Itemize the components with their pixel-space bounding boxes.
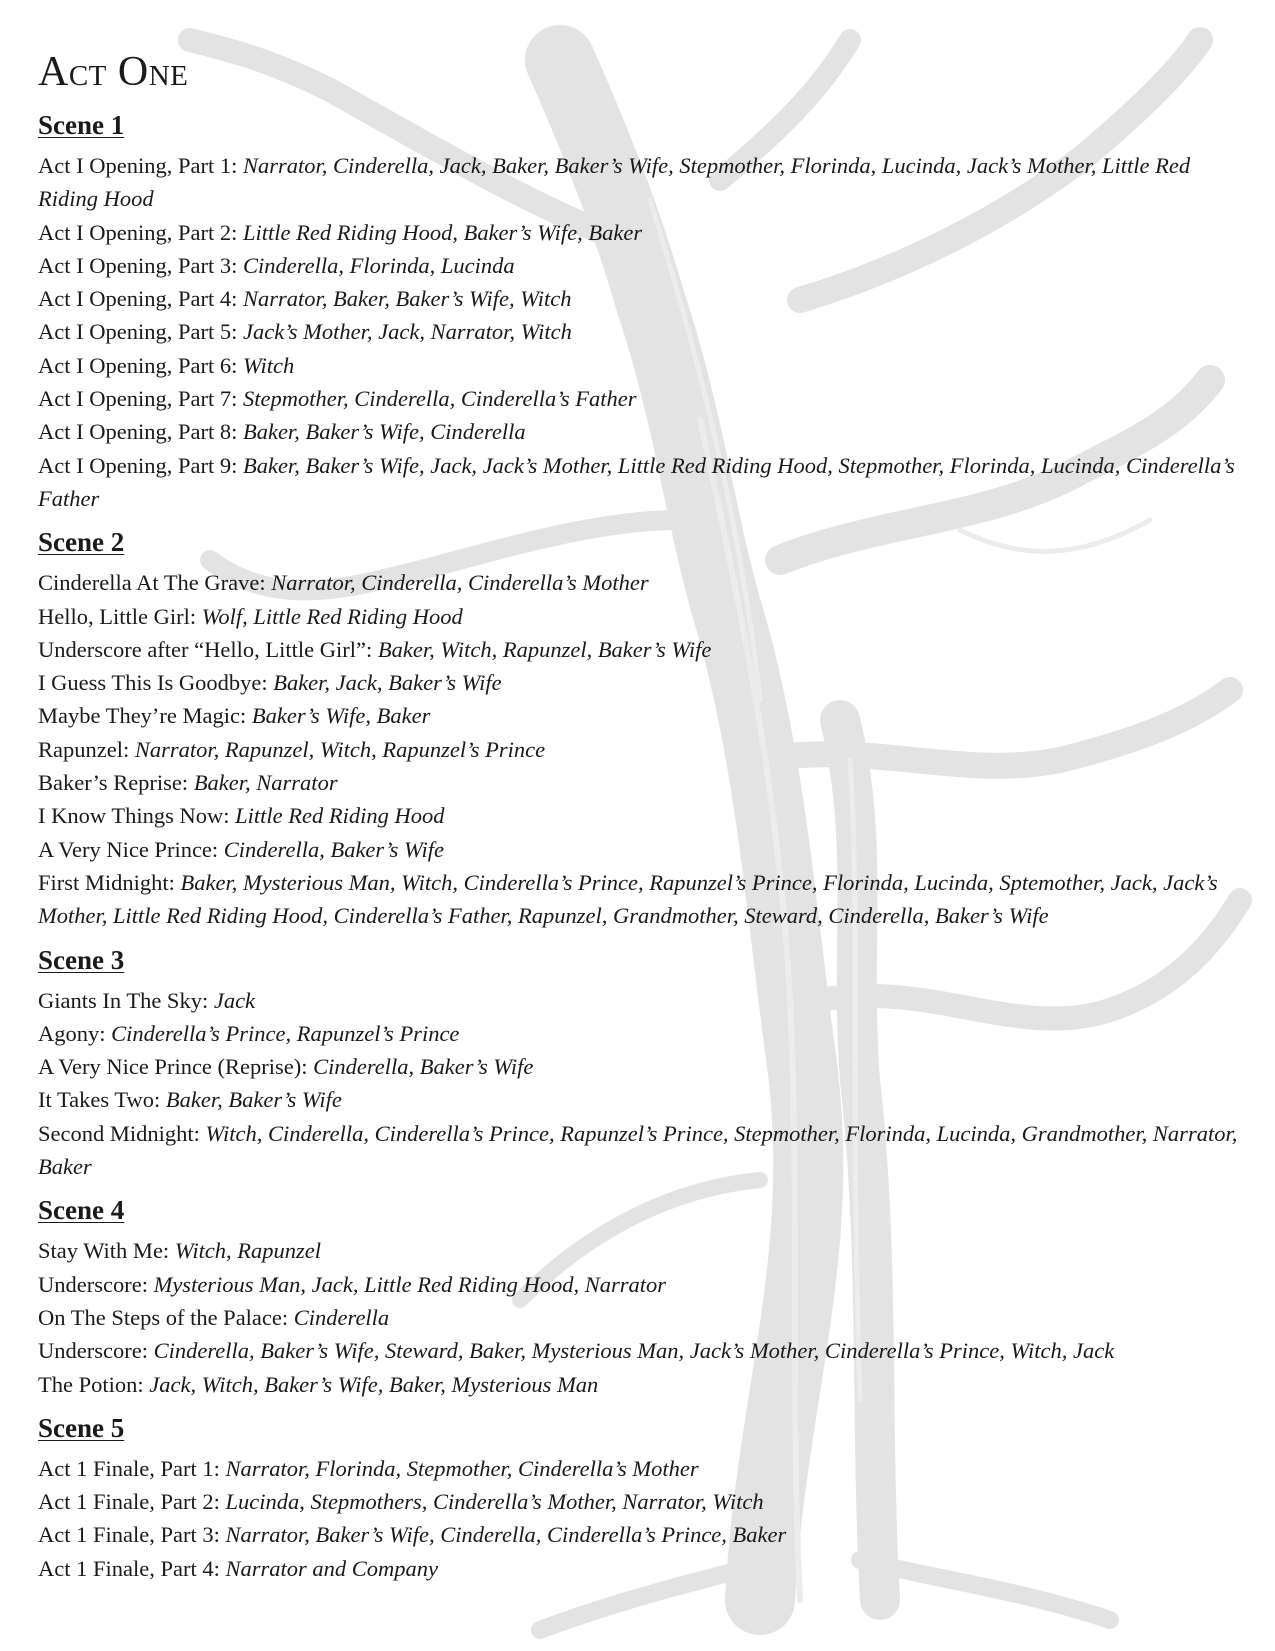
- song-entry: [38, 1268, 1238, 1301]
- scene-title: Scene 5: [38, 1412, 125, 1443]
- song-entry: [38, 1552, 1238, 1585]
- song-cast: Little Red Riding Hood: [235, 803, 445, 829]
- song-title: Rapunzel:: [38, 736, 130, 762]
- song-title: Act I Opening, Part 5:: [38, 319, 238, 345]
- song-list: [38, 1234, 1238, 1400]
- song-entry: [38, 1518, 1238, 1551]
- song-cast: Cinderella, Baker’s Wife: [313, 1054, 534, 1080]
- song-cast: Narrator, Rapunzel, Witch, Rapunzel’s Prince: [134, 736, 546, 762]
- song-cast: Baker, Mysterious Man, Witch, Cinderella’s Prince, Rapunzel’s Prince, Florinda, Lucinda, Sptemother, Jack, Jack’s Mother, Little Red Riding Hood, Cinderella’s Father, Rapunzel, Grandmother, Steward, Cinderella, Baker’s Wife: [38, 869, 1218, 929]
- song-cast: Baker, Jack, Baker’s Wife: [273, 670, 502, 696]
- song-title: I Know Things Now:: [38, 803, 230, 829]
- song-cast: Cinderella, Baker’s Wife, Steward, Baker, Mysterious Man, Jack’s Mother, Cinderella’s Prince, Witch, Jack: [153, 1338, 1115, 1364]
- song-cast: Little Red Riding Hood, Baker’s Wife, Baker: [242, 219, 643, 245]
- song-title: Act 1 Finale, Part 4:: [38, 1555, 220, 1581]
- song-cast: Cinderella, Florinda, Lucinda: [242, 252, 515, 278]
- song-entry: [38, 315, 1238, 348]
- song-title: Act 1 Finale, Part 2:: [38, 1489, 220, 1515]
- song-cast: Cinderella, Baker’s Wife: [223, 836, 444, 862]
- song-cast: Jack’s Mother, Jack, Narrator, Witch: [242, 319, 572, 345]
- scene-section: [38, 1409, 1238, 1585]
- song-cast: Narrator, Baker’s Wife, Cinderella, Cinderella’s Prince, Baker: [225, 1522, 787, 1548]
- song-title: Act I Opening, Part 9:: [38, 452, 238, 478]
- scene-section: [38, 106, 1238, 515]
- song-cast: Witch, Rapunzel: [174, 1238, 322, 1264]
- song-cast: Jack: [213, 987, 256, 1013]
- cast-breakdown-document: [38, 44, 1238, 1593]
- song-entry: [38, 766, 1238, 799]
- song-title: Underscore after “Hello, Little Girl”:: [38, 636, 373, 662]
- song-title: A Very Nice Prince (Reprise):: [38, 1054, 308, 1080]
- song-title: It Takes Two:: [38, 1087, 161, 1113]
- song-cast: Cinderella’s Prince, Rapunzel’s Prince: [111, 1020, 460, 1046]
- scene-title: Scene 2: [38, 527, 125, 558]
- song-title: First Midnight:: [38, 869, 175, 895]
- song-cast: Cinderella: [293, 1304, 390, 1330]
- song-entry: [38, 1301, 1238, 1334]
- song-entry: [38, 666, 1238, 699]
- song-title: The Potion:: [38, 1371, 144, 1397]
- song-entry: [38, 600, 1238, 633]
- scene-title: Scene 4: [38, 1195, 125, 1226]
- song-entry: [38, 1485, 1238, 1518]
- song-entry: [38, 282, 1238, 315]
- song-entry: [38, 1368, 1238, 1401]
- scene-section: [38, 941, 1238, 1184]
- song-title: Stay With Me:: [38, 1238, 170, 1264]
- song-entry: [38, 633, 1238, 666]
- song-cast: Witch, Cinderella, Cinderella’s Prince, Rapunzel’s Prince, Stepmother, Florinda, Lucinda, Grandmother, Narrator, Baker: [38, 1120, 1238, 1180]
- song-entry: [38, 216, 1238, 249]
- song-entry: [38, 382, 1238, 415]
- song-cast: Baker, Baker’s Wife, Jack, Jack’s Mother, Little Red Riding Hood, Stepmother, Florinda, Lucinda, Cinderella’s Father: [38, 452, 1235, 511]
- song-title: Hello, Little Girl:: [38, 603, 197, 629]
- song-entry: [38, 699, 1238, 732]
- song-entry: [38, 1334, 1238, 1367]
- song-title: Second Midnight:: [38, 1120, 200, 1146]
- song-cast: Narrator and Company: [225, 1555, 439, 1581]
- song-title: Act I Opening, Part 6:: [38, 352, 238, 378]
- song-entry: [38, 733, 1238, 766]
- song-title: Cinderella At The Grave:: [38, 570, 266, 596]
- song-list: [38, 149, 1238, 515]
- song-cast: Witch: [242, 352, 295, 378]
- song-title: Act I Opening, Part 4:: [38, 286, 238, 312]
- song-list: [38, 566, 1238, 932]
- song-title: I Guess This Is Goodbye:: [38, 670, 268, 696]
- song-cast: Jack, Witch, Baker’s Wife, Baker, Mysterious Man: [149, 1371, 599, 1397]
- song-entry: [38, 249, 1238, 282]
- scene-section: [38, 1191, 1238, 1400]
- song-title: Underscore:: [38, 1338, 148, 1364]
- song-cast: Narrator, Cinderella, Jack, Baker, Baker’s Wife, Stepmother, Florinda, Lucinda, Jack’s Mother, Little Red Riding Hood: [38, 153, 1191, 212]
- song-entry: [38, 1234, 1238, 1267]
- song-cast: Stepmother, Cinderella, Cinderella’s Father: [242, 386, 637, 412]
- song-title: Baker’s Reprise:: [38, 770, 189, 796]
- song-cast: Baker, Witch, Rapunzel, Baker’s Wife: [377, 636, 712, 662]
- song-cast: Baker, Baker’s Wife: [165, 1087, 342, 1113]
- song-title: Maybe They’re Magic:: [38, 703, 247, 729]
- song-cast: Baker, Baker’s Wife, Cinderella: [242, 419, 526, 445]
- song-cast: Narrator, Florinda, Stepmother, Cinderella’s Mother: [225, 1455, 699, 1481]
- scene-title: Scene 3: [38, 944, 125, 975]
- song-entry: [38, 449, 1238, 516]
- song-entry: [38, 866, 1238, 933]
- song-title: Act I Opening, Part 3:: [38, 252, 238, 278]
- scene-list: [38, 106, 1238, 1585]
- song-title: Act I Opening, Part 7:: [38, 386, 238, 412]
- song-title: Act 1 Finale, Part 3:: [38, 1522, 220, 1548]
- song-title: On The Steps of the Palace:: [38, 1304, 289, 1330]
- song-title: Agony:: [38, 1020, 106, 1046]
- song-cast: Baker’s Wife, Baker: [251, 703, 431, 729]
- song-cast: Lucinda, Stepmothers, Cinderella’s Mother, Narrator, Witch: [225, 1489, 764, 1515]
- song-title: A Very Nice Prince:: [38, 836, 219, 862]
- song-entry: [38, 1117, 1238, 1184]
- song-entry: [38, 984, 1238, 1017]
- song-entry: [38, 149, 1238, 216]
- song-entry: [38, 566, 1238, 599]
- song-entry: [38, 799, 1238, 832]
- song-entry: [38, 1083, 1238, 1116]
- song-entry: [38, 1050, 1238, 1083]
- song-cast: Wolf, Little Red Riding Hood: [201, 603, 463, 629]
- song-title: Act I Opening, Part 1:: [38, 153, 238, 178]
- song-title: Underscore:: [38, 1271, 148, 1297]
- song-cast: Mysterious Man, Jack, Little Red Riding Hood, Narrator: [153, 1271, 667, 1297]
- scene-title: Scene 1: [38, 110, 125, 140]
- song-entry: [38, 1017, 1238, 1050]
- song-entry: [38, 1452, 1238, 1485]
- song-entry: [38, 349, 1238, 382]
- song-title: Giants In The Sky:: [38, 987, 209, 1013]
- song-title: Act I Opening, Part 2:: [38, 219, 238, 245]
- song-list: [38, 984, 1238, 1184]
- song-cast: Narrator, Baker, Baker’s Wife, Witch: [242, 286, 572, 312]
- scene-section: [38, 523, 1238, 932]
- song-title: Act 1 Finale, Part 1:: [38, 1455, 220, 1481]
- song-cast: Narrator, Cinderella, Cinderella’s Mother: [271, 570, 649, 596]
- song-entry: [38, 833, 1238, 866]
- song-cast: Baker, Narrator: [193, 770, 338, 796]
- song-title: Act I Opening, Part 8:: [38, 419, 238, 445]
- song-list: [38, 1452, 1238, 1585]
- act-title: Act One: [38, 49, 189, 95]
- song-entry: [38, 415, 1238, 448]
